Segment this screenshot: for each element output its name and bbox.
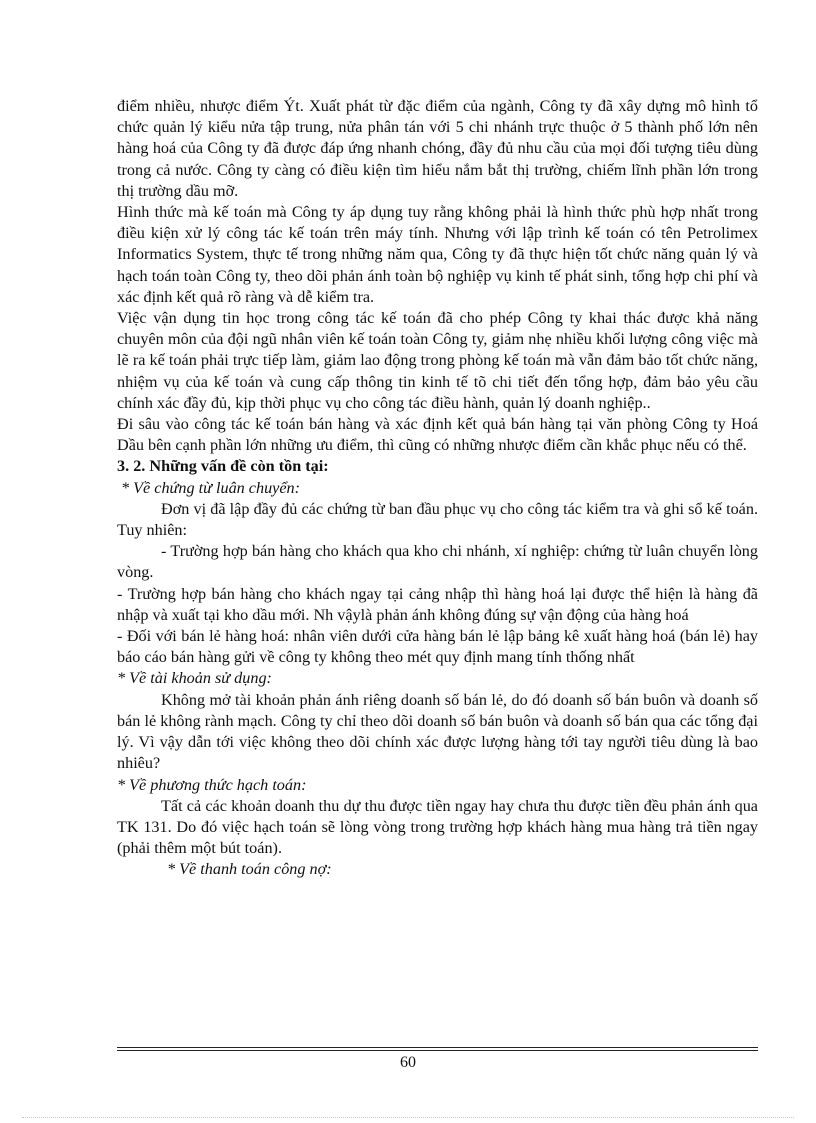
subsection-title-documents: * Về chứng từ luân chuyển: [121, 478, 301, 497]
page-edge-dotted-line [22, 1117, 794, 1118]
footer-rule-bottom [117, 1050, 758, 1051]
list-item-retail-sales: - Đối với bán lẻ hàng hoá: nhân viên dưới cửa hàng bán lẻ lập bảng kê xuất hàng hoá (bán lẻ) hay báo cáo bán hàng gửi về công ty không theo mét quy định mang tính thống nhất [117, 627, 758, 667]
paragraph-method: Tất cả các khoản doanh thu dự thu được tiền ngay hay chưa thu được tiền đều phản ánh qua TK 131. Do đó việc hạch toán sẽ lòng vòng trong trường hợp khách hàng mua hàng trả tiền ngay (phải thêm một bút toán). [117, 796, 758, 858]
subsection-title-method: * Về phương thức hạch toán: [117, 775, 307, 794]
list-item-port-sales: - Trường hợp bán hàng cho khách ngay tại cảng nhập thì hàng hoá lại được thể hiện là hàng đã nhập và xuất tại kho dầu mới. Nh vậylà phản ánh không đúng sự vận động của hàng hoá [117, 584, 758, 624]
paragraph-accounts: Không mở tài khoản phản ánh riêng doanh số bán lẻ, do đó doanh số bán buôn và doanh số bán lẻ không rành mạch. Công ty chỉ theo dõi doanh số bán buôn và doanh số bán qua các tổng đại lý. Vì vậy dẫn tới việc không theo dõi chính xác được lượng hàng tới tay người tiêu dùng là bao nhiêu? [117, 690, 758, 773]
subsection-title-debt: * Về thanh toán công nợ: [167, 860, 332, 879]
document-body [117, 96, 758, 881]
paragraph-weaknesses-intro: Đi sâu vào công tác kế toán bán hàng và xác định kết quả bán hàng tại văn phòng Công ty Hoá Dầu bên cạnh phần lớn những ưu điểm, thì cũng có những nhược điểm cần khắc phục nếu có thể. [117, 415, 758, 455]
paragraph-documents-intro: Đơn vị đã lập đầy đủ các chứng từ ban đầu phục vụ cho công tác kiểm tra và ghi sổ kế toán. Tuy nhiên: [117, 499, 758, 540]
page-number: 60 [400, 1054, 416, 1071]
footer-rule-top [117, 1047, 758, 1048]
paragraph-strengths: điểm nhiều, nhược điểm Ýt. Xuất phát từ đặc điểm của ngành, Công ty đã xây dựng mô hình tổ chức quản lý kiểu nửa tập trung, nửa phân tán với 5 chi nhánh trực thuộc ở 5 thành phố lớn nên hàng hoá của Công ty đã được đáp ứng nhanh chóng, đầy đủ nhu cầu của mọi đối tượng tiêu dùng trong cả nước. Công ty càng có điều kiện tìm hiểu nắm bắt thị trường, chiếm lĩnh phần lớn trong thị trường dầu mỡ. [117, 97, 758, 200]
paragraph-accounting-form: Hình thức mà kế toán mà Công ty áp dụng tuy rằng không phải là hình thức phù hợp nhất trong điều kiện xử lý công tác kế toán trên máy tính. Nhưng với lập trình kế toán có tên Petrolimex Informatics System, thực tế trong những năm qua, Công ty đã thực hiện tốt chức năng quản lý và hạch toán toàn Công ty, theo dõi phản ánh toàn bộ nghiệp vụ kinh tế phát sinh, tổng hợp chi phí và xác định kết quả rõ ràng và dễ kiểm tra. [117, 203, 758, 306]
paragraph-it-application: Việc vận dụng tin học trong công tác kế toán đã cho phép Công ty khai thác được khả năng chuyên môn của đội ngũ nhân viên kế toán toàn Công ty, giảm nhẹ nhiều khối lượng công việc mà lẽ ra kế toán phải trực tiếp làm, giảm lao động trong phòng kế toán mà vẫn đảm bảo tốt chức năng, nhiệm vụ của kế toán và cung cấp thông tin kinh tế tõ chi tiết đến tổng hợp, đảm bảo yêu cầu chính xác đầy đủ, kịp thời phục vụ cho công tác điều hành, quản lý doanh nghiệp.. [117, 309, 758, 412]
subsection-title-accounts: * Về tài khoản sử dụng: [117, 669, 272, 688]
section-heading: 3. 2. Những vấn đề còn tồn tại: [117, 457, 329, 476]
list-item-branch-sales: - Trường hợp bán hàng cho khách qua kho chi nhánh, xí nghiệp: chứng từ luân chuyển lòng vòng. [117, 542, 758, 582]
